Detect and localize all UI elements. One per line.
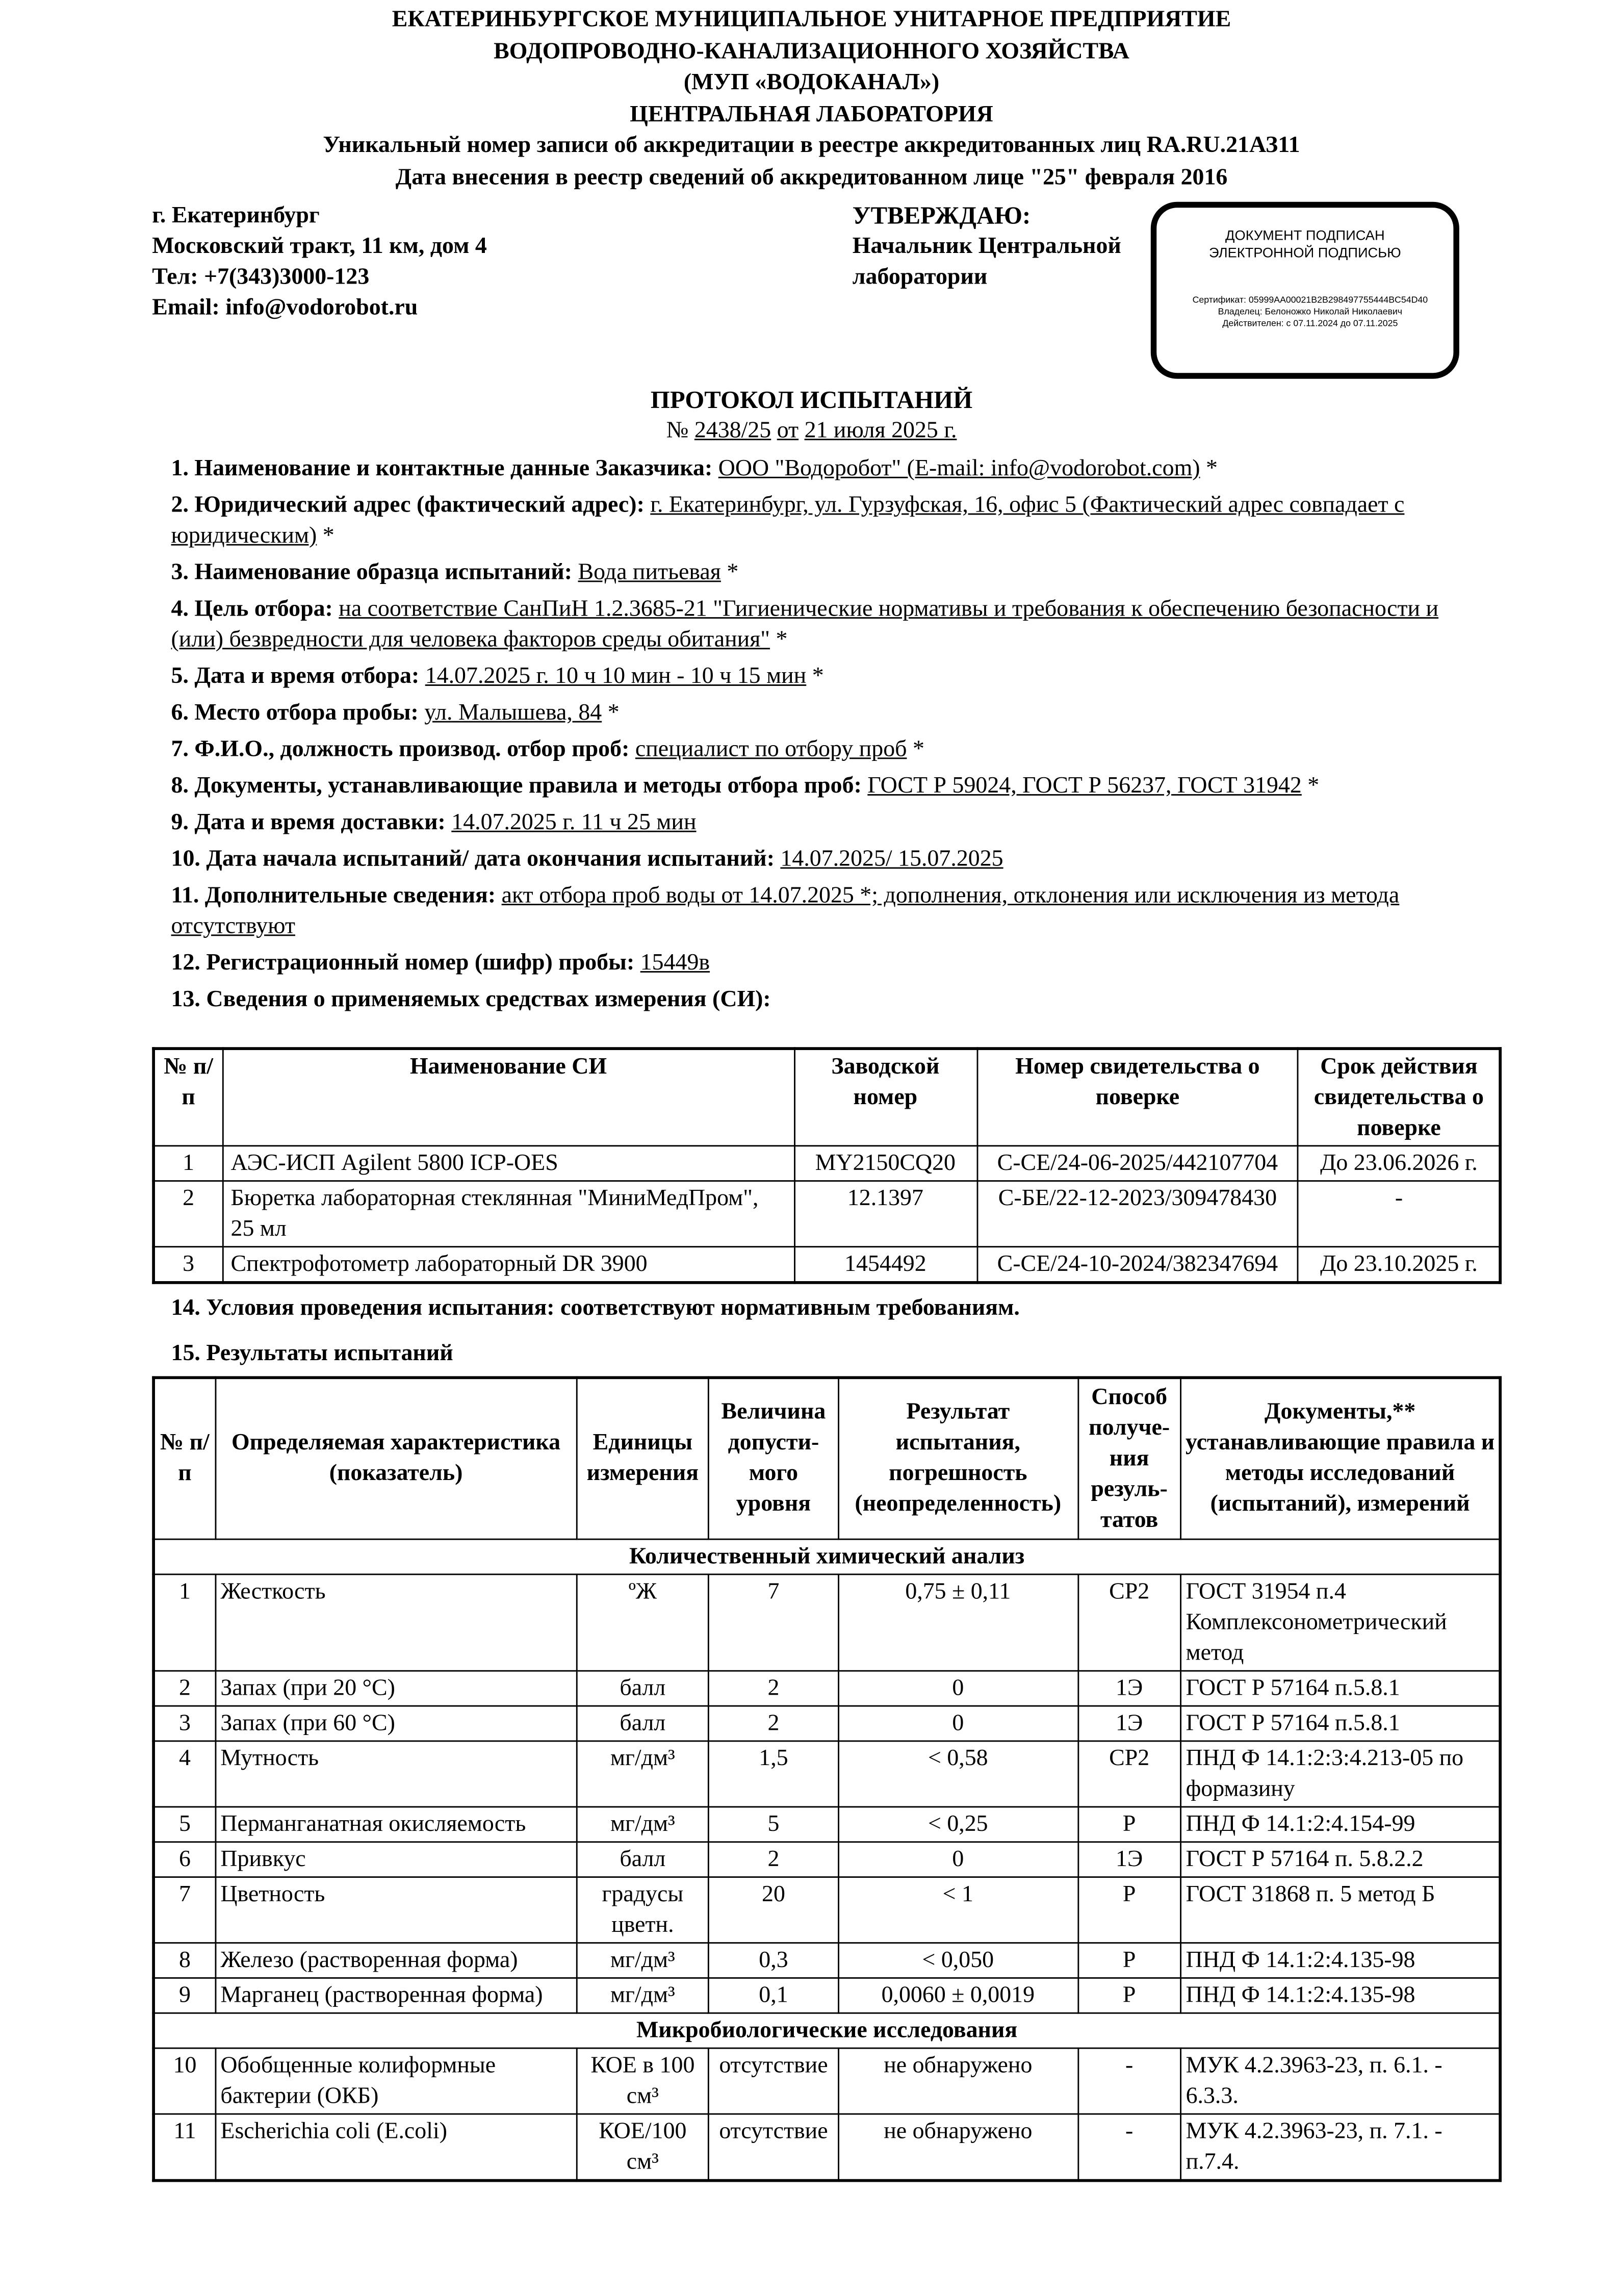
results-table (152, 1376, 1502, 2181)
table-cell: 1 (153, 1146, 223, 1181)
item-label: 11. Дополнительные сведения: (171, 883, 496, 908)
table-cell: мг/дм³ (577, 1942, 709, 1977)
table-row (153, 1942, 1500, 1977)
item-mark: * (770, 627, 788, 652)
item-mark: * (317, 523, 334, 549)
table-cell: Р (1078, 1806, 1181, 1841)
protocol-item (171, 880, 1487, 941)
table-cell: ГОСТ Р 57164 п. 5.8.2.2 (1181, 1841, 1501, 1876)
table-cell: 3 (153, 1705, 215, 1741)
table-row (153, 1806, 1500, 1841)
table-cell: Обобщенные колиформные бактерии (ОКБ) (215, 2048, 576, 2113)
column-header: Срок действия свидетельства о поверке (1298, 1049, 1500, 1146)
protocol-item (171, 771, 1487, 801)
table-cell: 1,5 (709, 1740, 838, 1806)
table-row (153, 1181, 1500, 1247)
number-label: № (666, 418, 689, 444)
stamp-validity: Действителен: с 07.11.2024 до 07.11.2025 (1222, 319, 1398, 329)
table-cell: 2 (709, 1841, 838, 1876)
table-cell: Р (1078, 1942, 1181, 1977)
table-cell: СР2 (1078, 1574, 1181, 1670)
protocol-item (171, 453, 1487, 484)
table-cell: 8 (153, 1942, 215, 1977)
table-cell: ГОСТ Р 57164 п.5.8.1 (1181, 1705, 1501, 1741)
item-value: ООО "Водоробот" (E-mail: info@vodorobot.com) (718, 456, 1200, 481)
table-cell: 10 (153, 2048, 215, 2113)
from-label: от (777, 418, 799, 444)
column-header: Результат испытания, погрешность (неопределенность) (838, 1377, 1078, 1538)
table-cell: не обнаружено (838, 2113, 1078, 2180)
table-cell: - (1298, 1181, 1500, 1247)
table-cell: 7 (709, 1574, 838, 1670)
table-row (153, 1247, 1500, 1283)
item-label: 7. Ф.И.О., должность производ. отбор проб: (171, 737, 630, 762)
table-cell: 6 (153, 1841, 215, 1876)
table-cell: 0,0060 ± 0,0019 (838, 1977, 1078, 2012)
item-label: 8. Документы, устанавливающие правила и методы отбора проб: (171, 773, 862, 799)
protocol-item (171, 844, 1487, 875)
protocol-item (171, 557, 1487, 588)
table-row (153, 1574, 1500, 1670)
protocol-item (171, 661, 1487, 692)
table-cell: АЭС-ИСП Agilent 5800 ICP-OES (223, 1146, 794, 1181)
table-cell: Спектрофотометр лабораторный DR 3900 (223, 1247, 794, 1283)
item-mark: * (907, 737, 924, 762)
e-signature-stamp (1151, 202, 1459, 379)
table-cell: 2 (153, 1181, 223, 1247)
table-cell: Привкус (215, 1841, 576, 1876)
stamp-owner: Владелец: Белоножко Николай Николаевич (1218, 307, 1403, 318)
table-cell: - (1078, 2113, 1181, 2180)
table-row (153, 2113, 1500, 2180)
test-conditions: 14. Условия проведения испытания: соответствуют нормативным требованиям. (171, 1295, 1020, 1321)
table-cell: Перманганатная окисляемость (215, 1806, 576, 1841)
table-cell: 1454492 (794, 1247, 976, 1283)
item-value: 14.07.2025 г. 10 ч 10 мин - 10 ч 15 мин (425, 664, 807, 689)
table-cell: мг/дм³ (577, 1806, 709, 1841)
table-cell: отсутствие (709, 2113, 838, 2180)
item-label: 9. Дата и время доставки: (171, 810, 446, 835)
table-cell: мг/дм³ (577, 1740, 709, 1806)
item-mark: * (1200, 456, 1218, 481)
table-row (153, 1876, 1500, 1942)
table-cell: - (1078, 2048, 1181, 2113)
protocol-number: 2438/25 (694, 418, 771, 444)
table-cell: ПНД Ф 14.1:2:4.135-98 (1181, 1977, 1501, 2012)
table-row (153, 2048, 1500, 2113)
column-header: Единицы измерения (577, 1377, 709, 1538)
column-header: Определяемая характеристика (показатель) (215, 1377, 576, 1538)
item-label: 4. Цель отбора: (171, 596, 333, 622)
table-cell: С-БЕ/22-12-2023/309478430 (977, 1181, 1299, 1247)
table-cell: МУК 4.2.3963-23, п. 6.1. - 6.3.3. (1181, 2048, 1501, 2113)
table-header-row (153, 1049, 1500, 1146)
table-cell: не обнаружено (838, 2048, 1078, 2113)
section-title: Количественный химический анализ (153, 1539, 1500, 1574)
table-cell: Запах (при 60 °С) (215, 1705, 576, 1741)
item-value: 14.07.2025 г. 11 ч 25 мин (451, 810, 697, 835)
protocol-items (171, 453, 1487, 1021)
table-cell: 2 (709, 1705, 838, 1741)
item-label: 13. Сведения о применяемых средствах измерения (СИ): (171, 987, 771, 1012)
item-mark: * (602, 700, 620, 726)
street: Московский тракт, 11 км, дом 4 (152, 234, 487, 259)
table-cell: До 23.10.2025 г. (1298, 1247, 1500, 1283)
protocol-item (171, 807, 1487, 838)
item-value: на соответствие СанПиН 1.2.3685-21 "Гигиенические нормативы и требования к обеспечению безопасности и (или) безвредности для человека факторов среды обитания" (171, 596, 1439, 652)
table-row (153, 1740, 1500, 1806)
table-cell: мг/дм³ (577, 1977, 709, 2012)
column-header: № п/п (153, 1049, 223, 1146)
table-cell: До 23.06.2026 г. (1298, 1146, 1500, 1181)
table-row (153, 1705, 1500, 1741)
protocol-item (171, 984, 1487, 1015)
column-header: Документы,** устанавливающие правила и методы исследований (испытаний), измерений (1181, 1377, 1501, 1538)
lab-address (152, 200, 487, 323)
item-label: 1. Наименование и контактные данные Заказчика: (171, 456, 713, 481)
table-cell: 12.1397 (794, 1181, 976, 1247)
stamp-title-2: ЭЛЕКТРОННОЙ ПОДПИСЬЮ (1209, 245, 1401, 262)
table-cell: Марганец (растворенная форма) (215, 1977, 576, 2012)
table-cell: КОЕ/100 см³ (577, 2113, 709, 2180)
approver-position: Начальник Центральной (852, 234, 1121, 259)
table-cell: < 0,58 (838, 1740, 1078, 1806)
protocol-item (171, 594, 1487, 655)
table-cell: Мутность (215, 1740, 576, 1806)
table-cell: ºЖ (577, 1574, 709, 1670)
column-header: № п/п (153, 1377, 215, 1538)
table-cell: 9 (153, 1977, 215, 2012)
table-cell: балл (577, 1705, 709, 1741)
table-cell: 0 (838, 1841, 1078, 1876)
item-value: Вода питьевая (578, 560, 721, 585)
table-cell: отсутствие (709, 2048, 838, 2113)
table-cell: С-СЕ/24-10-2024/382347694 (977, 1247, 1299, 1283)
protocol-title: ПРОТОКОЛ ИСПЫТАНИЙ (650, 386, 973, 414)
item-value: 15449в (640, 950, 710, 976)
email: Email: info@vodorobot.ru (152, 295, 418, 321)
header-line: ЦЕНТРАЛЬНАЯ ЛАБОРАТОРИЯ (630, 101, 993, 127)
item-value: специалист по отбору проб (635, 737, 907, 762)
column-header: Наименование СИ (223, 1049, 794, 1146)
approval-block (853, 200, 1121, 293)
table-cell: 1Э (1078, 1841, 1181, 1876)
section-title: Микробиологические исследования (153, 2012, 1500, 2048)
table-cell: < 0,25 (838, 1806, 1078, 1841)
table-cell: 5 (709, 1806, 838, 1841)
table-cell: Р (1078, 1876, 1181, 1942)
table-cell: 1Э (1078, 1670, 1181, 1705)
table-cell: 11 (153, 2113, 215, 2180)
protocol-item (171, 734, 1487, 765)
table-cell: Escherichia coli (E.coli) (215, 2113, 576, 2180)
table-cell: Железо (растворенная форма) (215, 1942, 576, 1977)
table-cell: 2 (153, 1670, 215, 1705)
approver-position-2: лаборатории (852, 265, 988, 290)
table-cell: С-СЕ/24-06-2025/442107704 (977, 1146, 1299, 1181)
table-cell: 0,1 (709, 1977, 838, 2012)
table-cell: 0,75 ± 0,11 (838, 1574, 1078, 1670)
protocol-title-block (0, 385, 1623, 447)
table-cell: балл (577, 1841, 709, 1876)
table-row (153, 1146, 1500, 1181)
table-cell: 3 (153, 1247, 223, 1283)
table-cell: 20 (709, 1876, 838, 1942)
table-header-row (153, 1377, 1500, 1538)
item-value: г. Екатеринбург, ул. Гурзуфская, 16, офис 5 (Фактический адрес совпадает с юридическим) (171, 493, 1405, 549)
section-row (153, 2012, 1500, 2048)
table-cell: Запах (при 20 °С) (215, 1670, 576, 1705)
protocol-item (171, 490, 1487, 551)
table-cell: < 0,050 (838, 1942, 1078, 1977)
header-line: ЕКАТЕРИНБУРГСКОЕ МУНИЦИПАЛЬНОЕ УНИТАРНОЕ ПРЕДПРИЯТИЕ (392, 7, 1231, 33)
table-cell: < 1 (838, 1876, 1078, 1942)
item-mark: * (1301, 773, 1320, 799)
item-label: 12. Регистрационный номер (шифр) пробы: (171, 950, 635, 976)
table-row (153, 1670, 1500, 1705)
table-row (153, 1841, 1500, 1876)
phone: Тел: +7(343)3000-123 (152, 265, 370, 290)
table-cell: 4 (153, 1740, 215, 1806)
table-cell: ПНД Ф 14.1:2:4.154-99 (1181, 1806, 1501, 1841)
stamp-certificate: Сертификат: 05999AA00021B2B298497755444BC54D40 (1192, 295, 1428, 306)
table-cell: СР2 (1078, 1740, 1181, 1806)
item-label: 3. Наименование образца испытаний: (171, 560, 573, 585)
protocol-date: 21 июля 2025 г. (804, 418, 957, 444)
table-cell: ПНД Ф 14.1:2:3:4.213-05 по формазину (1181, 1740, 1501, 1806)
header-line: Уникальный номер записи об аккредитации в реестре аккредитованных лиц RA.RU.21АЗ11 (323, 133, 1300, 158)
item-label: 5. Дата и время отбора: (171, 664, 420, 689)
table-cell: ГОСТ Р 57164 п.5.8.1 (1181, 1670, 1501, 1705)
section-row (153, 1539, 1500, 1574)
results-title: 15. Результаты испытаний (171, 1341, 453, 1366)
item-mark: * (806, 664, 824, 689)
item-value: 14.07.2025/ 15.07.2025 (780, 847, 1003, 872)
stamp-title: ДОКУМЕНТ ПОДПИСАН (1225, 228, 1385, 244)
table-cell: МУК 4.2.3963-23, п. 7.1. - п.7.4. (1181, 2113, 1501, 2180)
header-line: ВОДОПРОВОДНО-КАНАЛИЗАЦИОННОГО ХОЗЯЙСТВА (494, 38, 1129, 64)
table-cell: 1Э (1078, 1705, 1181, 1741)
table-cell: MY2150CQ20 (794, 1146, 976, 1181)
column-header: Способ получе-ния резуль-татов (1078, 1377, 1181, 1538)
header-line: (МУП «ВОДОКАНАЛ») (683, 70, 940, 95)
item-label: 10. Дата начала испытаний/ дата окончания испытаний: (171, 847, 775, 872)
header-line: Дата внесения в реестр сведений об аккредитованном лице "25" февраля 2016 (395, 164, 1228, 190)
table-cell: Жесткость (215, 1574, 576, 1670)
protocol-item (171, 698, 1487, 728)
item-label: 6. Место отбора пробы: (171, 700, 419, 726)
table-cell: ГОСТ 31868 п. 5 метод Б (1181, 1876, 1501, 1942)
item-value: ГОСТ Р 59024, ГОСТ Р 56237, ГОСТ 31942 (867, 773, 1302, 799)
table-cell: 0,3 (709, 1942, 838, 1977)
table-row (153, 1977, 1500, 2012)
table-cell: Р (1078, 1977, 1181, 2012)
table-cell: 0 (838, 1705, 1078, 1741)
measuring-instruments-table (152, 1047, 1502, 1284)
column-header: Номер свидетельства о поверке (977, 1049, 1299, 1146)
table-cell: 0 (838, 1670, 1078, 1705)
table-cell: 2 (709, 1670, 838, 1705)
table-cell: КОЕ в 100 см³ (577, 2048, 709, 2113)
city: г. Екатеринбург (152, 203, 320, 228)
table-cell: градусы цветн. (577, 1876, 709, 1942)
table-cell: 5 (153, 1806, 215, 1841)
column-header: Величина допусти-мого уровня (709, 1377, 838, 1538)
table-cell: Бюретка лабораторная стеклянная "МиниМедПром", 25 мл (223, 1181, 794, 1247)
protocol-item (171, 948, 1487, 978)
item-mark: * (720, 560, 739, 585)
column-header: Заводской номер (794, 1049, 976, 1146)
table-cell: 1 (153, 1574, 215, 1670)
table-cell: балл (577, 1670, 709, 1705)
item-value: акт отбора проб воды от 14.07.2025 *; дополнения, отклонения или исключения из метода отсутствуют (171, 883, 1400, 939)
table-cell: ГОСТ 31954 п.4 Комплексонометрический метод (1181, 1574, 1501, 1670)
approve-title: УТВЕРЖДАЮ: (852, 201, 1031, 230)
table-cell: 7 (153, 1876, 215, 1942)
table-cell: ПНД Ф 14.1:2:4.135-98 (1181, 1942, 1501, 1977)
item-value: ул. Малышева, 84 (424, 700, 602, 726)
org-header (0, 6, 1623, 194)
table-cell: Цветность (215, 1876, 576, 1942)
item-label: 2. Юридический адрес (фактический адрес): (171, 493, 645, 518)
